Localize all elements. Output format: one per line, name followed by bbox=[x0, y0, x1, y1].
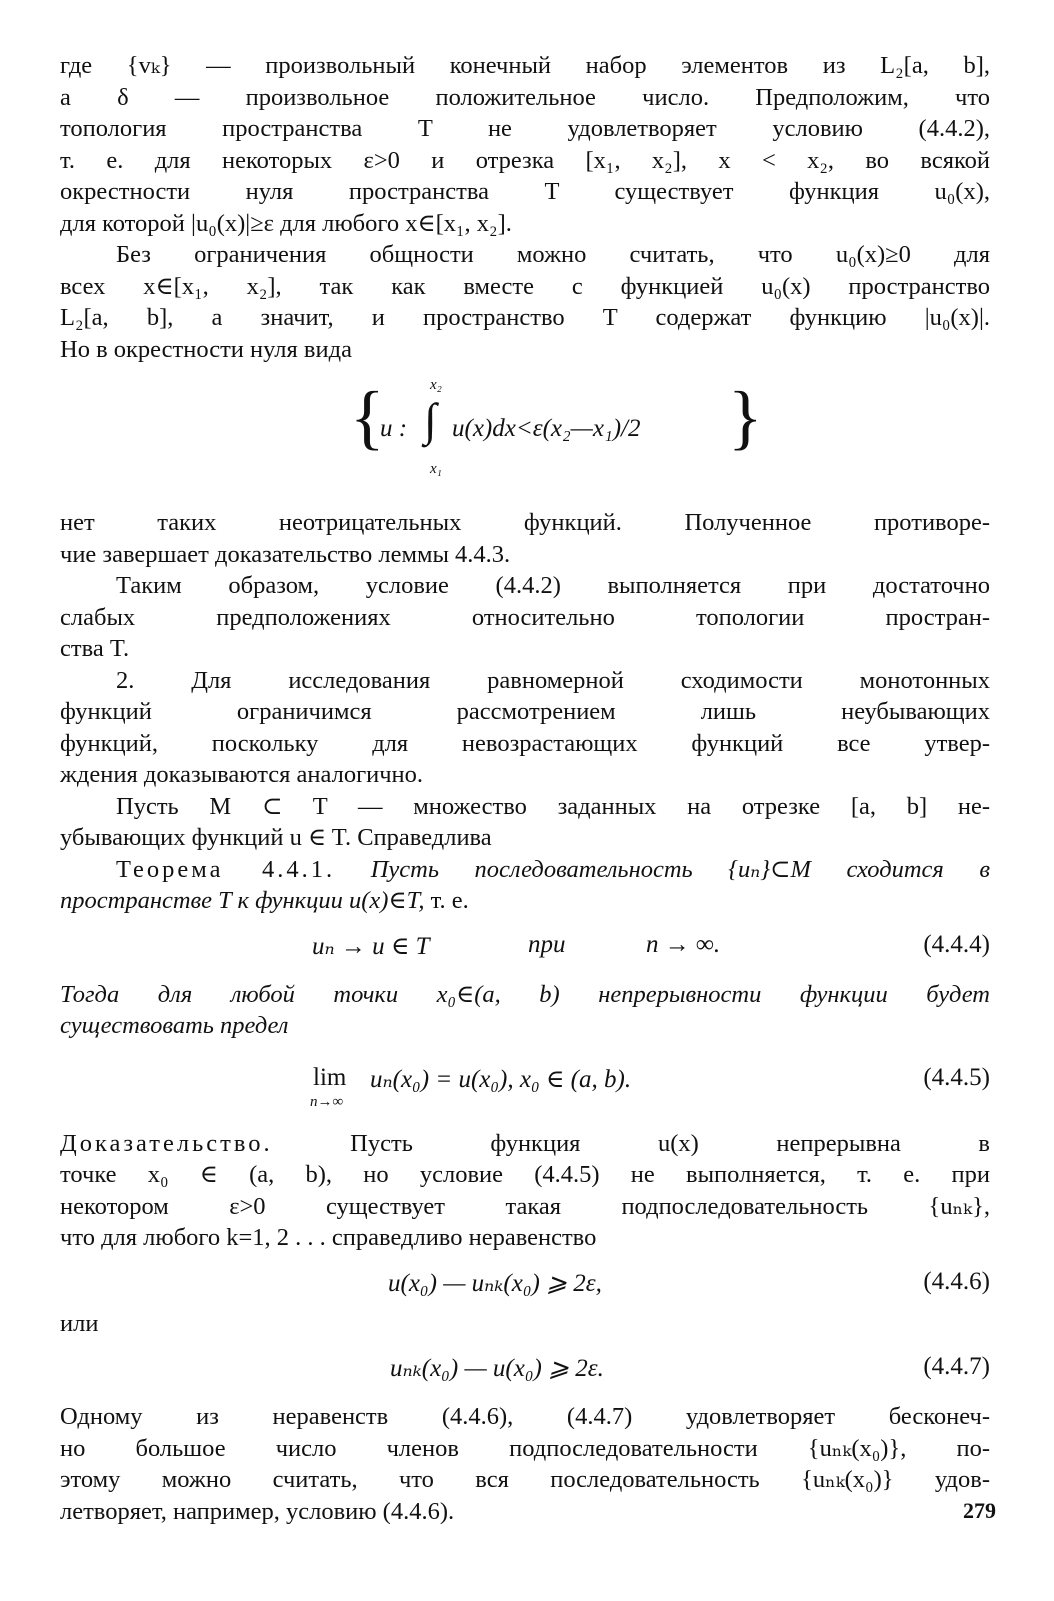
text-line: некотором ε>0 существует такая подпоследовательность {uₙₖ}, bbox=[60, 1192, 990, 1220]
text-line: всех x∈[x₁, x₂], так как вместе с функцией u₀(x) пространство bbox=[60, 272, 990, 300]
text-line: функций, поскольку для невозрастающих функций все утвер- bbox=[60, 729, 990, 757]
text-line: слабых предположениях относительно топологии простран- bbox=[60, 603, 990, 631]
formula-text: n → ∞. bbox=[646, 930, 721, 958]
text-line: 2. Для исследования равномерной сходимости монотонных bbox=[116, 666, 990, 694]
proof-label: Доказательство. bbox=[60, 1129, 273, 1157]
text-line: что для любого k=1, 2 . . . справедливо неравенство bbox=[60, 1224, 597, 1251]
text-line: для которой |u₀(x)|≥ε для любого x∈[x₁, x₂]. bbox=[60, 209, 512, 237]
text-line: летворяет, например, условию (4.4.6). bbox=[60, 1497, 455, 1525]
formula-text: u : bbox=[380, 415, 408, 442]
integral-sign: ∫ bbox=[424, 394, 437, 445]
formula-4-4-4 bbox=[60, 917, 990, 979]
text-line: чие завершает доказательство леммы 4.4.3. bbox=[60, 540, 511, 568]
formula-text: uₙₖ(x₀) — u(x₀) ⩾ 2ε. bbox=[390, 1355, 604, 1382]
text-line: или bbox=[60, 1309, 99, 1337]
page-number: 279 bbox=[963, 1498, 996, 1523]
proof-line bbox=[60, 1128, 990, 1160]
text-line: убывающих функций u ∈ T. Справедлива bbox=[60, 824, 492, 851]
theorem-text: Пусть последовательность {uₙ}⊂M сходится в bbox=[335, 855, 990, 883]
text-line: топология пространства T не удовлетворяет условию (4.4.2), bbox=[60, 115, 990, 142]
right-brace: } bbox=[728, 377, 763, 457]
text-line: функций ограничимся рассмотрением лишь неубывающих bbox=[60, 698, 990, 725]
lim-operator: lim bbox=[313, 1063, 347, 1091]
text: Пусть функция u(x) непрерывна в bbox=[272, 1129, 990, 1157]
equation-number: (4.4.5) bbox=[923, 1063, 990, 1091]
text-line: но большое число членов подпоследовательности {uₙₖ(x₀)}, по- bbox=[60, 1434, 990, 1462]
formula-text: uₙ(x₀) = u(x₀), x₀ ∈ (a, b). bbox=[370, 1065, 632, 1093]
formula-text: u(x)dx<ε(x₂—x₁)/2 bbox=[452, 415, 641, 442]
document-page bbox=[60, 50, 990, 1527]
theorem-line: существовать предел bbox=[60, 1012, 289, 1039]
text-line: Но в окрестности нуля вида bbox=[60, 335, 352, 363]
theorem-label: Теорема 4.4.1. bbox=[116, 855, 336, 883]
equation-number: (4.4.4) bbox=[923, 930, 990, 958]
equation-number: (4.4.7) bbox=[923, 1353, 990, 1380]
text-line: Без ограничения общности можно считать, что u₀(x)≥0 для bbox=[116, 241, 990, 268]
formula-text: uₙ → u ∈ T bbox=[312, 932, 430, 960]
text-line: Таким образом, условие (4.4.2) выполняется при достаточно bbox=[116, 572, 990, 599]
text-line: где {vₖ} — произвольный конечный набор элементов из L₂[a, b], bbox=[60, 52, 990, 79]
text-line: ждения доказываются аналогично. bbox=[60, 761, 424, 788]
text-line: точке x₀ ∈ (a, b), но условие (4.4.5) не выполняется, т. е. при bbox=[60, 1161, 990, 1188]
text: т. е. bbox=[424, 887, 469, 914]
text-line: ства T. bbox=[60, 635, 130, 662]
formula-text: x₁ bbox=[430, 461, 442, 477]
text-line: окрестности нуля пространства T существует функция u₀(x), bbox=[60, 178, 990, 205]
text-line: Одному из неравенств (4.4.6), (4.4.7) удовлетворяет бесконеч- bbox=[60, 1403, 990, 1430]
formula-4-4-6 bbox=[60, 1254, 990, 1316]
text-line: этому можно считать, что вся последовательность {uₙₖ(x₀)} удов- bbox=[60, 1466, 990, 1493]
theorem-line bbox=[60, 854, 990, 886]
formula-4-4-7 bbox=[60, 1339, 990, 1401]
formula-text: x₂ bbox=[430, 377, 442, 393]
formula-text: u(x₀) — uₙₖ(x₀) ⩾ 2ε, bbox=[388, 1269, 602, 1297]
text-line: а δ — произвольное положительное число. Предположим, что bbox=[60, 83, 990, 111]
text-line: L₂[a, b], а значит, и пространство T содержат функцию |u₀(x)|. bbox=[60, 304, 990, 331]
formula-4-4-5 bbox=[60, 1042, 990, 1128]
theorem-line: Тогда для любой точки x₀∈(a, b) непрерывности функции будет bbox=[60, 980, 990, 1008]
text-line: т. е. для некоторых ε>0 и отрезка [x₁, x₂], x < x₂, во всякой bbox=[60, 146, 990, 174]
equation-number: (4.4.6) bbox=[923, 1267, 990, 1295]
lim-subscript: n→∞ bbox=[310, 1093, 344, 1110]
theorem-line bbox=[60, 885, 990, 917]
theorem-text: пространстве T к функции u(x)∈T, bbox=[60, 887, 425, 914]
set-formula bbox=[60, 373, 990, 503]
text-line: Пусть M ⊂ T — множество заданных на отрезке [a, b] не- bbox=[116, 792, 990, 820]
left-brace: { bbox=[350, 377, 385, 457]
formula-text: при bbox=[528, 930, 566, 958]
text-line: нет таких неотрицательных функций. Полученное противоре- bbox=[60, 509, 990, 536]
